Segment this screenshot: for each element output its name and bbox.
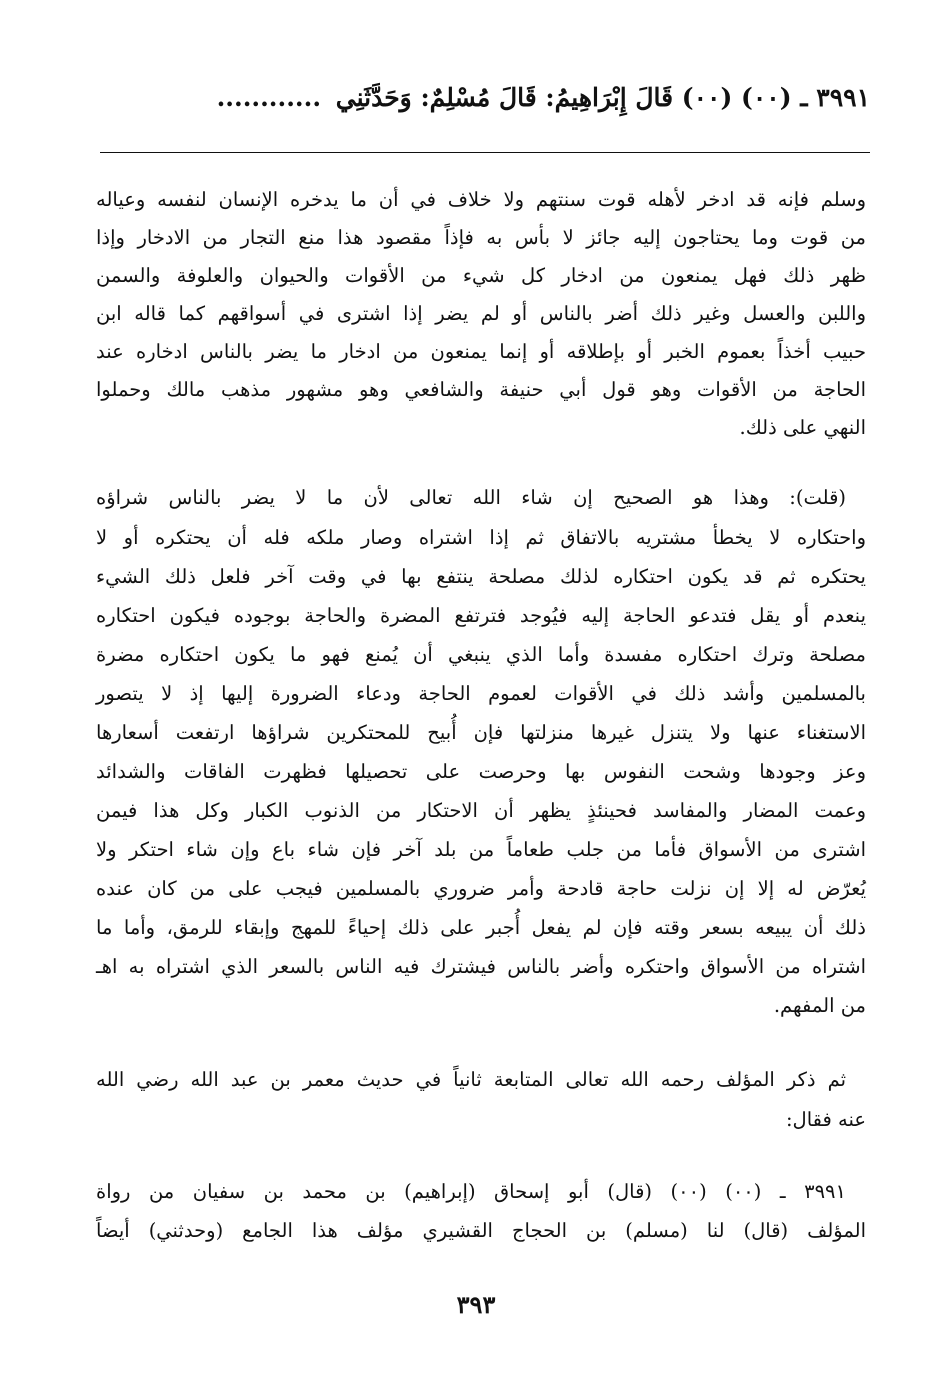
paragraph1-line: واللبن والعسل وغير ذلك أضر بالناس أو لم يضر إذا اشترى في أسواقهم كما قاله ابن [96, 302, 866, 325]
header-title: ٣٩٩١ ـ (٠٠) (٠٠) قَالَ إِبْرَاهِيمُ: قَالَ مُسْلِمٌ: وَحَدَّثَنِي [335, 83, 870, 112]
paragraph2-line: وعز وجودها وشحت النفوس بها وحرصت على تحصيلها فظهرت الفاقات والشدائد [96, 760, 866, 783]
paragraph2-line: (قلت): وهذا هو الصحيح إن شاء الله تعالى لأن ما لا يضر بالناس شراؤه [96, 486, 846, 509]
paragraph1-line: وسلم فإنه قد ادخر لأهله قوت سنتهم ولا خلاف في أن ما يدخره الإنسان لنفسه وعياله [96, 188, 866, 211]
header-dots: ............ [216, 83, 322, 112]
paragraph1-line: النهي على ذلك. [739, 416, 866, 439]
page-number: ٣٩٣ [456, 1290, 496, 1319]
paragraph2-line: اشترى من الأسواق فأما من جلب طعاماً من بلد آخر فإن شاء باع وإن شاء احتكر ولا [96, 838, 866, 861]
header-rule [100, 152, 870, 153]
paragraph2-line: من المفهم. [773, 994, 866, 1017]
paragraph2-line: ذلك أن يبيعه بسعر وقته فإن لم يفعل أُجبر على ذلك إحياءً للمهج وإبقاء للرمق، وأما ما [96, 916, 866, 939]
paragraph2-line: ينعدم أو يقل فتدعو الحاجة إليه فيُوجد فترتفع المضرة والحاجة بوجوده فيكون احتكاره [96, 604, 866, 627]
paragraph2-line: بالمسلمين وأشد ذلك في الأقوات لعموم الحاجة ودعاء الضرورة إليها إذ لا يتصور [96, 682, 866, 705]
paragraph2-line: يحتكره ثم قد يكون احتكاره لذلك مصلحة ينتفع بها في وقت آخر فلعل ذلك الشيء [96, 565, 866, 588]
paragraph2-line: وعمت المضار والمفاسد فحينئذٍ يظهر أن الاحتكار من الذنوب الكبار وكل هذا فيمن [96, 799, 866, 822]
paragraph1-line: من قوت وما يحتاجون إليه جائز لا بأس به فإذاً مقصود هذا منع التجار من الادخار وإذا [96, 226, 866, 249]
paragraph2-line: يُعرّض له إلا إن نزلت حاجة قادحة وأمر ضروري بالمسلمين فيجب على من كان عنده [96, 877, 866, 900]
paragraph1-line: الحاجة من الأقوات وهو قول أبي حنيفة والشافعي وهو مشهور مذهب مالك وحملوا [96, 378, 866, 401]
paragraph4-line: المؤلف (قال) لنا (مسلم) بن الحجاج القشيري مؤلف هذا الجامع (وحدثني) أيضاً [96, 1219, 866, 1242]
paragraph1-line: حبيب أخذاً بعموم الخبر أو بإطلاقه أو إنما يمنعون من ادخار ما يضر بالناس ادخاره عند [96, 340, 866, 363]
page-header [100, 78, 870, 118]
paragraph3-line: عنه فقال: [785, 1108, 866, 1131]
paragraph3-line: ثم ذكر المؤلف رحمه الله تعالى المتابعة ثانياً في حديث معمر بن عبد الله رضي الله [96, 1068, 846, 1091]
paragraph1-line: ظهر ذلك فهل يمنعون من ادخار كل شيء من الأقوات والحيوان والعلوفة والسمن [96, 264, 866, 287]
paragraph2-line: اشتراه من الأسواق واحتكره وأضر بالناس فيشترك فيه الناس بالسعر الذي اشتراه به اهـ [96, 955, 866, 978]
paragraph2-line: واحتكاره لا يخطأ مشتريه بالاتفاق ثم إذا اشتراه وصار ملكه فله أن يحتكره أو لا [96, 526, 866, 549]
paragraph2-line: مصلحة وترك احتكاره مفسدة وأما الذي ينبغي أن يُمنع فهو ما يكون احتكاره مضرة [96, 643, 866, 666]
paragraph2-line: الاستغناء عنها ولا يتنزل غيرها منزلتها فإن أُبيح للمحتكرين شراؤها ارتفعت أسعارها [96, 721, 866, 744]
paragraph4-line: ٣٩٩١ ـ (٠٠) (٠٠) (قال) أبو إسحاق (إبراهيم) بن محمد بن سفيان من رواة [96, 1180, 846, 1203]
